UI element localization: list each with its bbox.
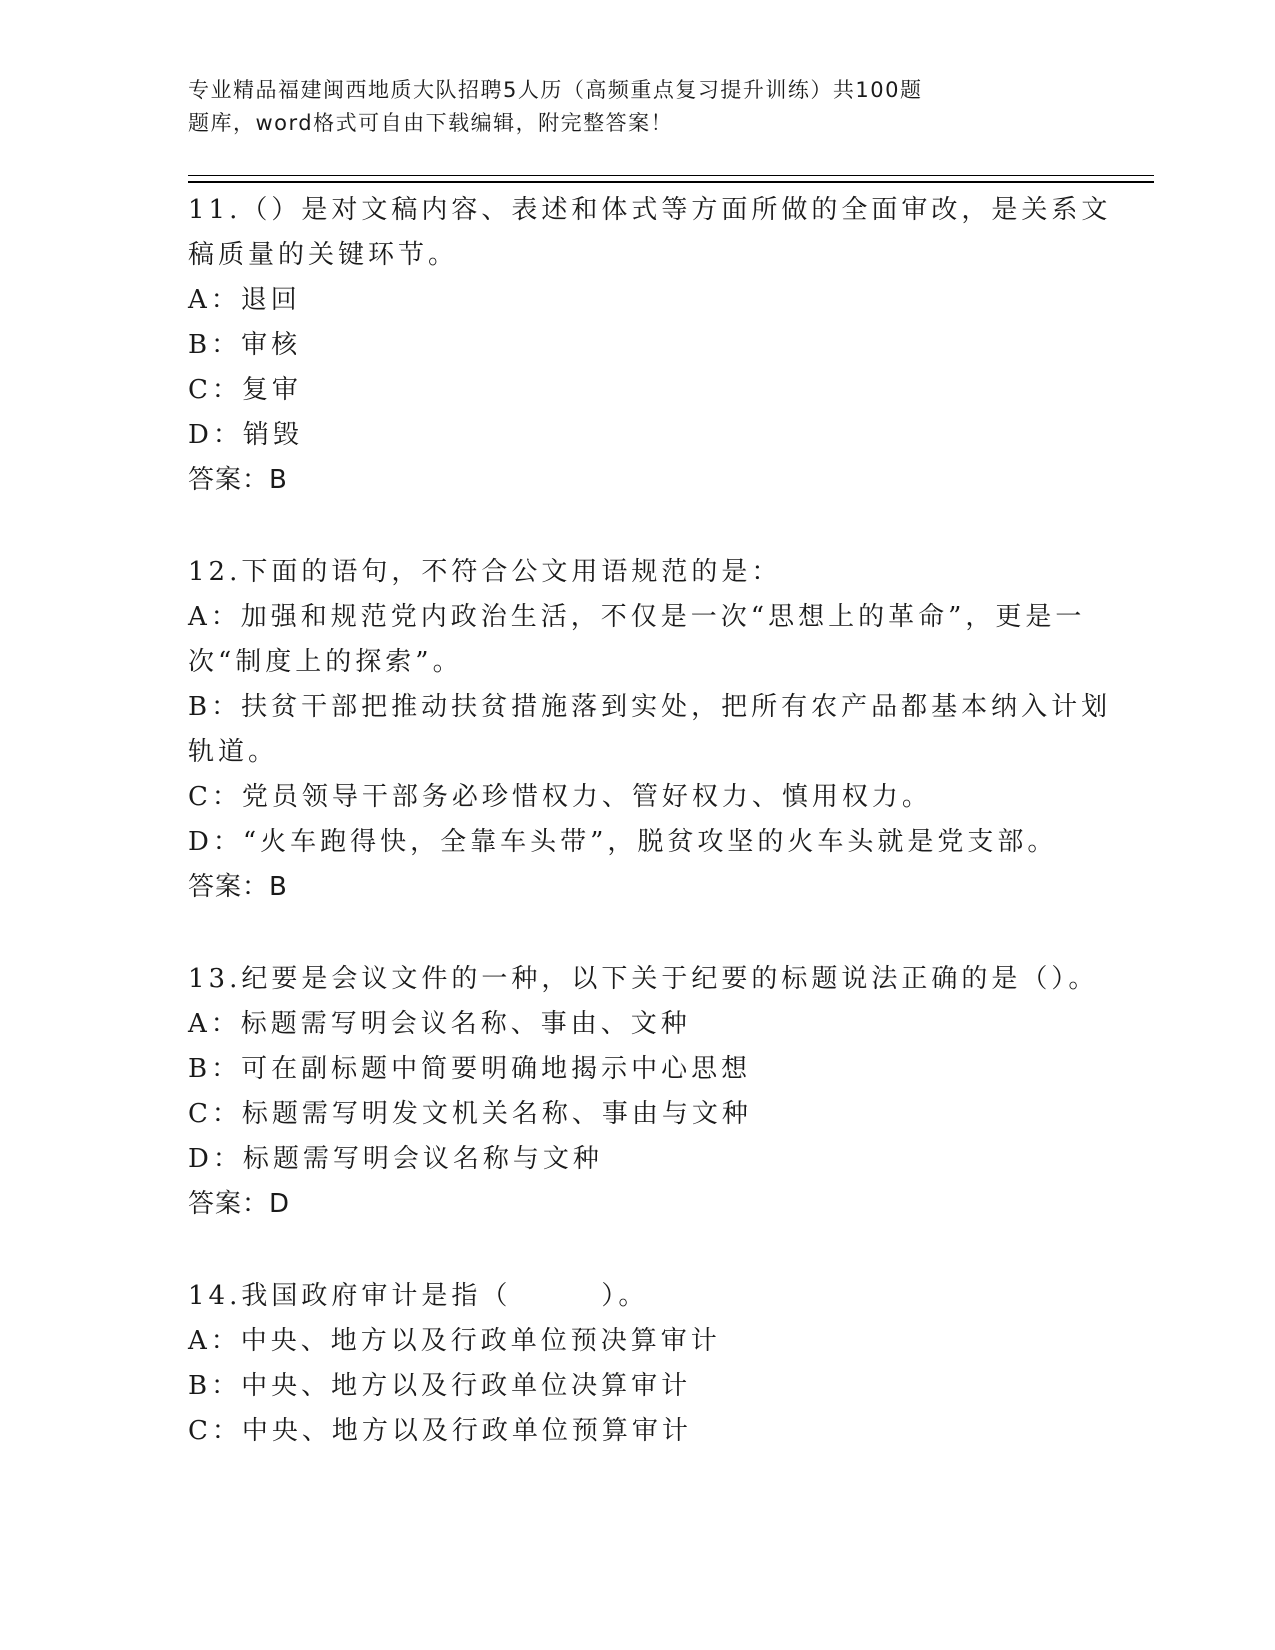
option-b: B：中央、地方以及行政单位决算审计 — [188, 1371, 692, 1401]
answer-line: 答案：B — [188, 872, 288, 902]
question-stem: 稿质量的关键环节。 — [188, 240, 459, 270]
question-block — [188, 188, 1112, 503]
question-spacer — [188, 503, 1088, 550]
option-d: D：销毁 — [188, 420, 303, 450]
option-c: C：党员领导干部务必珍惜权力、管好权力、慎用权力。 — [188, 782, 932, 812]
header-title-line-1: 专业精品福建闽西地质大队招聘5人历（高频重点复习提升训练）共100题 — [188, 78, 923, 102]
option-d: D：“火车跑得快，全靠车头带”，脱贫攻坚的火车头就是党支部。 — [188, 827, 1058, 857]
question-stem: 13.纪要是会议文件的一种，以下关于纪要的标题说法正确的是（）。 — [188, 964, 1099, 994]
question-block — [188, 1274, 1088, 1454]
question-spacer — [188, 1227, 1088, 1274]
question-stem: 11.（）是对文稿内容、表述和体式等方面所做的全面审改，是关系文 — [188, 195, 1112, 225]
header-title-line-2: 题库，word格式可自由下载编辑，附完整答案！ — [188, 111, 674, 135]
header-divider-thick — [188, 181, 1154, 183]
question-stem: 12.下面的语句，不符合公文用语规范的是： — [188, 557, 782, 587]
question-spacer — [188, 910, 1088, 957]
header-divider-thin — [188, 175, 1154, 176]
question-block — [188, 550, 1112, 910]
option-c: C：复审 — [188, 375, 302, 405]
option-a: A：退回 — [188, 285, 301, 315]
option-a: A：标题需写明会议名称、事由、文种 — [188, 1009, 691, 1039]
question-list — [188, 188, 1112, 1454]
option-b-continued: 轨道。 — [188, 737, 279, 767]
option-b: B：可在副标题中简要明确地揭示中心思想 — [188, 1054, 752, 1084]
option-a: A：中央、地方以及行政单位预决算审计 — [188, 1326, 721, 1356]
option-d: D：标题需写明会议名称与文种 — [188, 1144, 603, 1174]
option-b: B：审核 — [188, 330, 302, 360]
answer-line: 答案：D — [188, 1189, 291, 1219]
question-stem: 14.我国政府审计是指（ ）。 — [188, 1281, 649, 1311]
option-a-continued: 次“制度上的探索”。 — [188, 647, 463, 677]
option-a: A：加强和规范党内政治生活，不仅是一次“思想上的革命”，更是一 — [188, 602, 1086, 632]
option-b: B：扶贫干部把推动扶贫措施落到实处，把所有农产品都基本纳入计划 — [188, 692, 1112, 722]
question-block — [188, 957, 1099, 1227]
page-header — [188, 74, 1028, 140]
option-c: C：标题需写明发文机关名称、事由与文种 — [188, 1099, 752, 1129]
option-c: C：中央、地方以及行政单位预算审计 — [188, 1416, 692, 1446]
answer-line: 答案：B — [188, 465, 288, 495]
